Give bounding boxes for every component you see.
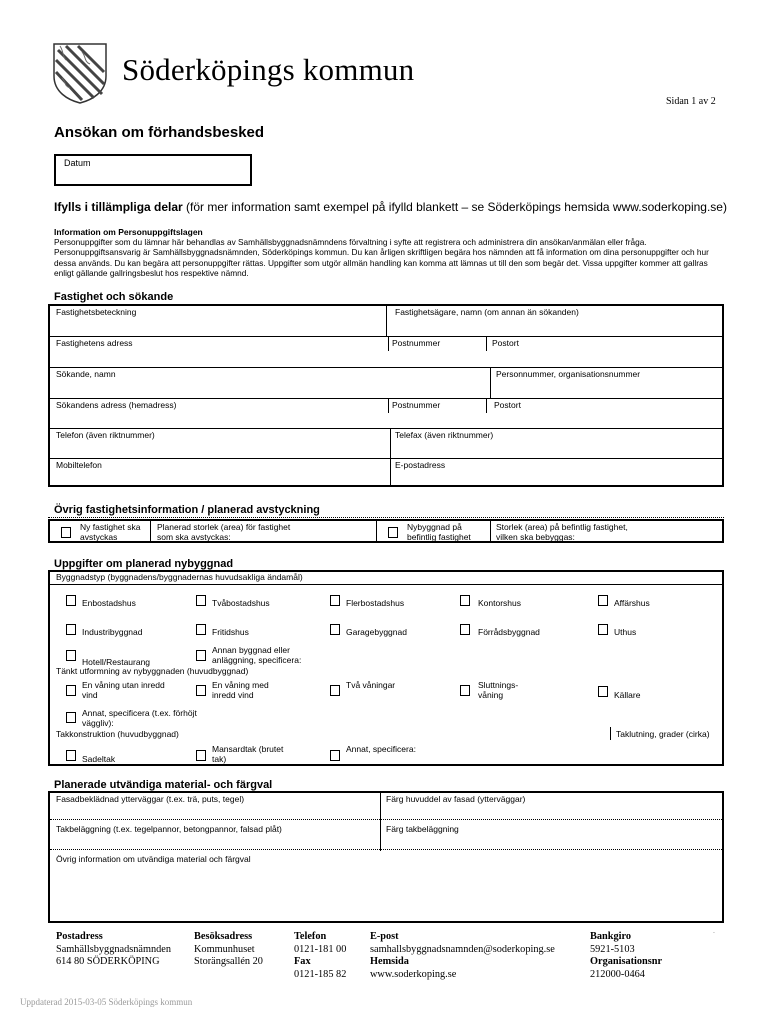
other-info-box [48, 519, 724, 543]
design-en-vaning-utan-checkbox[interactable] [66, 685, 76, 696]
type-industribyggnad-checkbox[interactable] [66, 624, 76, 635]
roof-mansardtak-checkbox[interactable] [196, 750, 206, 761]
new-building-checkbox[interactable] [388, 527, 398, 538]
property-city-field[interactable]: Postort [492, 338, 519, 348]
footer-phone-value: 0121-181 00 [294, 943, 347, 955]
design-en-vaning-med-label: En våning med inredd vind [212, 680, 269, 700]
fax-field[interactable]: Telefax (även riktnummer) [395, 430, 494, 440]
section-title-property: Fastighet och sökande [54, 291, 174, 303]
footer-web-link[interactable]: www.soderkoping.se [370, 969, 457, 981]
footer-visit-line1: Kommunhuset [194, 943, 255, 955]
design-tva-vaningar-label: Två våningar [346, 680, 396, 690]
pul-title: Information om Personuppgiftslagen [54, 227, 203, 237]
footer-web-heading: Hemsida [370, 956, 409, 968]
date-field[interactable] [54, 154, 252, 186]
roof-sadeltak-checkbox[interactable] [66, 750, 76, 761]
type-affarshus-label: Affärshus [614, 598, 650, 608]
type-annan-checkbox[interactable] [196, 650, 206, 661]
property-postcode-field[interactable]: Postnummer [392, 338, 441, 348]
design-label: Tänkt utformning av nybyggnaden (huvudbyggnad) [56, 666, 249, 676]
email-field[interactable]: E-postadress [395, 460, 446, 470]
facade-material-field[interactable]: Fasadbeklädnad ytterväggar (t.ex. trä, puts, tegel) [56, 794, 245, 804]
roof-label: Takkonstruktion (huvudbyggnad) [56, 729, 179, 739]
footer-email-link[interactable]: samhallsbyggnadsnamnden@soderkoping.se [370, 943, 555, 955]
type-enbostadshus-checkbox[interactable] [66, 595, 76, 606]
new-property-checkbox[interactable] [61, 527, 71, 538]
applicant-address-field[interactable]: Sökandens adress (hemadress) [56, 400, 177, 410]
existing-size-field[interactable]: Storlek (area) på befintlig fastighet, vilken ska bebyggas: [496, 522, 628, 542]
footer-fax-heading: Fax [294, 956, 311, 968]
footer-orgnr-value: 212000-0464 [590, 969, 645, 981]
design-kallare-label: Källare [614, 690, 641, 700]
design-annat-checkbox[interactable] [66, 712, 76, 723]
roof-mansardtak-label: Mansardtak (brutet tak) [212, 744, 284, 764]
footer-bankgiro-heading: Bankgiro [590, 931, 632, 942]
footer-fax-value: 0121-185 82 [294, 969, 347, 981]
type-hotell-label: Hotell/Restaurang [82, 657, 151, 667]
building-type-label: Byggnadstyp (byggnadens/byggnadernas huvudsakliga ändamål) [56, 572, 303, 582]
footer-bankgiro-value: 5921-5103 [590, 943, 635, 955]
type-fritidshus-label: Fritidshus [212, 627, 249, 637]
footer-visit-heading: Besöksadress [194, 931, 253, 942]
roof-pitch-field[interactable]: Taklutning, grader (cirka) [616, 729, 710, 739]
footer-visit [194, 931, 263, 969]
footer-phone [294, 931, 346, 982]
updated-note: Uppdaterad 2015-03-05 Söderköpings kommun [20, 997, 193, 1007]
footer-postal-heading: Postadress [56, 931, 103, 942]
footer-postal [56, 931, 171, 969]
design-tva-vaningar-checkbox[interactable] [330, 685, 340, 696]
applicant-id-field[interactable]: Personnummer, organisationsnummer [496, 369, 641, 379]
roof-annat-checkbox[interactable] [330, 750, 340, 761]
applicant-postcode-field[interactable]: Postnummer [392, 400, 441, 410]
property-address-field[interactable]: Fastighetens adress [56, 338, 133, 348]
type-tvabostadshus-checkbox[interactable] [196, 595, 206, 606]
materials-box [48, 791, 724, 923]
footer-postal-line2: 614 80 SÖDERKÖPING [56, 956, 160, 968]
mobile-field[interactable]: Mobiltelefon [56, 460, 102, 470]
type-garagebyggnad-checkbox[interactable] [330, 624, 340, 635]
corner-mark: . [713, 928, 715, 935]
property-owner-field[interactable]: Fastighetsägare, namn (om annan än sökanden) [395, 307, 579, 317]
design-sluttning-label: Sluttnings-våning [478, 680, 519, 700]
roof-annat-label: Annat, specificera: [346, 744, 416, 754]
footer-contact [370, 931, 555, 982]
footer-postal-line1: Samhällsbyggnadsnämnden [56, 943, 171, 955]
roofing-color-field[interactable]: Färg takbeläggning [386, 824, 459, 834]
design-sluttning-checkbox[interactable] [460, 685, 470, 696]
type-annan-label: Annan byggnad eller anläggning, specificera: [212, 645, 302, 665]
fill-instructions-bold: Ifylls i tillämpliga delar [54, 200, 183, 214]
property-applicant-box [48, 304, 724, 487]
fill-instructions-text: (för mer information samt exempel på ifylld blankett – se Söderköpings hemsida www.soderkoping.se) [182, 200, 727, 214]
design-en-vaning-med-checkbox[interactable] [196, 685, 206, 696]
design-kallare-checkbox[interactable] [598, 686, 608, 697]
type-uthus-label: Uthus [614, 627, 637, 637]
footer-visit-line2: Storängsallén 20 [194, 956, 263, 968]
other-material-field[interactable]: Övrig information om utvändiga material och färgval [56, 854, 251, 864]
type-hotell-checkbox[interactable] [66, 650, 76, 661]
section-title-building: Uppgifter om planerad nybyggnad [54, 558, 234, 570]
section-title-other-info: Övrig fastighetsinformation / planerad avstyckning [54, 504, 320, 516]
page-number: Sidan 1 av 2 [666, 96, 716, 107]
new-building-label: Nybyggnad på befintlig fastighet [407, 522, 471, 542]
type-affarshus-checkbox[interactable] [598, 595, 608, 606]
phone-field[interactable]: Telefon (även riktnummer) [56, 430, 155, 440]
footer-orgnr-heading: Organisationsnr [590, 956, 663, 968]
applicant-name-field[interactable]: Sökande, namn [56, 369, 116, 379]
type-flerbostadshus-checkbox[interactable] [330, 595, 340, 606]
roof-sadeltak-label: Sadeltak [82, 754, 116, 764]
type-fritidshus-checkbox[interactable] [196, 624, 206, 635]
planned-size-field[interactable]: Planerad storlek (area) för fastighet som ska avstyckas: [157, 522, 291, 542]
new-property-label: Ny fastighet ska avstyckas [80, 522, 141, 542]
type-kontorshus-label: Kontorshus [478, 598, 521, 608]
coat-of-arms-logo [52, 42, 108, 104]
roofing-material-field[interactable]: Takbeläggning (t.ex. tegelpannor, betongpannor, falsad plåt) [56, 824, 282, 834]
form-title: Ansökan om förhandsbesked [54, 124, 265, 141]
property-designation-field[interactable]: Fastighetsbeteckning [56, 307, 137, 317]
type-enbostadshus-label: Enbostadshus [82, 598, 136, 608]
design-annat-label: Annat, specificera (t.ex. förhöjt väggliv): [82, 708, 197, 728]
type-kontorshus-checkbox[interactable] [460, 595, 470, 606]
type-forradsbyggnad-checkbox[interactable] [460, 624, 470, 635]
type-industribyggnad-label: Industribyggnad [82, 627, 143, 637]
footer-phone-heading: Telefon [294, 931, 327, 942]
organization-name: Söderköpings kommun [122, 52, 415, 87]
type-tvabostadshus-label: Tvåbostadshus [212, 598, 270, 608]
section-title-materials: Planerade utvändiga material- och färgval [54, 779, 273, 791]
date-label: Datum [64, 158, 91, 168]
type-garagebyggnad-label: Garagebyggnad [346, 627, 407, 637]
footer-email-heading: E-post [370, 931, 399, 942]
applicant-city-field[interactable]: Postort [494, 400, 521, 410]
facade-color-field[interactable]: Färg huvuddel av fasad (ytterväggar) [386, 794, 526, 804]
type-uthus-checkbox[interactable] [598, 624, 608, 635]
fill-instructions [54, 200, 727, 214]
type-forradsbyggnad-label: Förrådsbyggnad [478, 627, 540, 637]
pul-text: Personuppgifter som du lämnar här behandlas av Samhällsbyggnadsnämndens förvaltning i syfte att registrera och administrera din ansökan/anmälan eller fråga. Personuppgiftsansvarig är Samhällsbyggnadsnämnden, Söderköpings kommun. Du kan årligen skriftligen begära hos nämnden att få information om dina personuppgifter och hur dessa används. Du kan begära att personuppgifter rättas. Uppgifter som utgör allmän handling kan komma att lämnas ut till den som begär det. Vissa uppgifter kommer att gallras enligt gällande gallringsbeslut hos respektive nämnd. [54, 237, 709, 278]
type-flerbostadshus-label: Flerbostadshus [346, 598, 405, 608]
footer-bank [590, 931, 662, 982]
design-en-vaning-utan-label: En våning utan inredd vind [82, 680, 165, 700]
building-box [48, 570, 724, 766]
